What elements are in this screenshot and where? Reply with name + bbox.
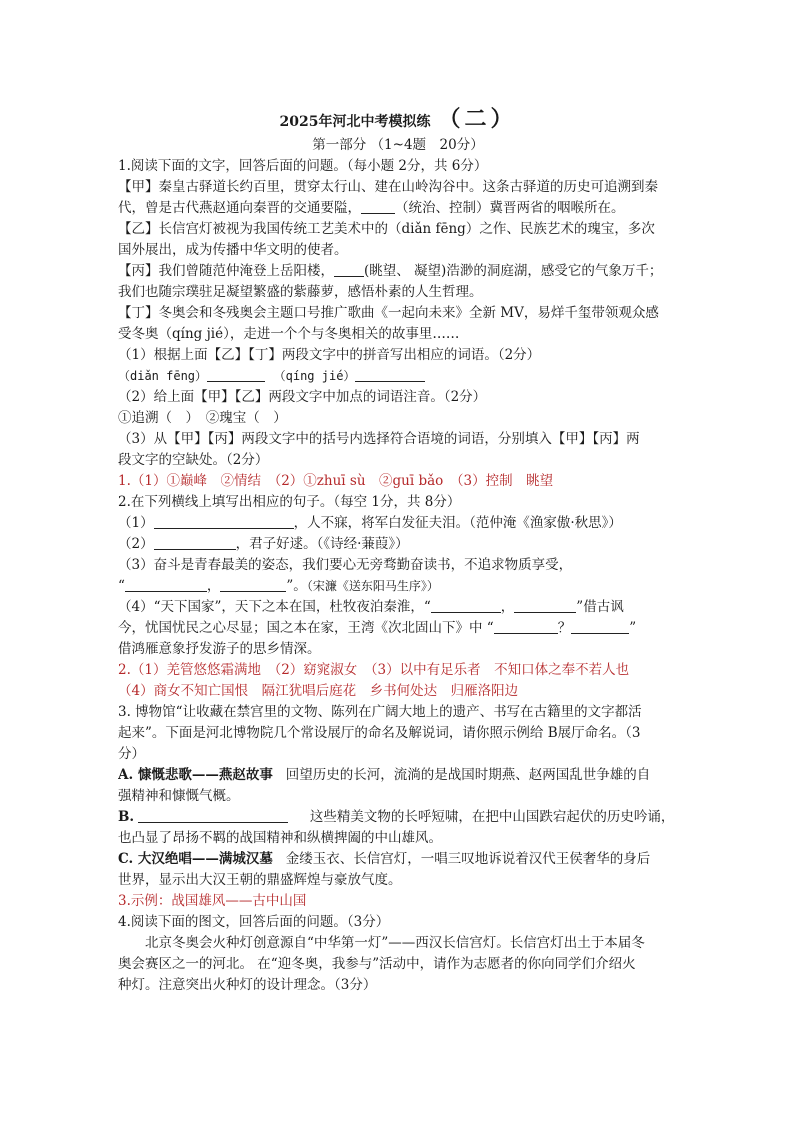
q3-option-b-line-1: B. 这些精美文物的长呼短啸，在把中山国跌宕起伏的历史吟诵， xyxy=(118,809,675,825)
q1-answer: 1.（1）①巅峰 ②情结 （2）①zhuī sù ②guī bǎo （3）控制 眺望 xyxy=(118,473,554,489)
q1-bing-line-1: 【丙】我们曾随范仲淹登上岳阳楼， (眺望、 凝望)浩渺的洞庭湖，感受它的气象万千； xyxy=(118,263,663,279)
q1-jia-line-1: 【甲】秦皇古驿道长约百里，贯穿太行山、建在山岭沟谷中。这条古驿道的历史可追溯到秦 xyxy=(118,179,658,195)
q2-item-4-line-3: 借鸿雁意象抒发游子的思乡情深。 xyxy=(118,641,321,657)
q2-item-2: （2） ，君子好逑。（《诗经·蒹葭》） xyxy=(118,536,409,552)
q1-jia-line-2: 代，曾是古代燕赵通向秦晋的交通要隘， （统治、控制）冀晋两省的咽喉所在。 xyxy=(118,200,625,216)
q3-answer: 3.示例：战国雄风——古中山国 xyxy=(118,893,307,909)
q1-ding-line-2: 受冬奥（qíng jié），走进一个个与冬奥相关的故事里…… xyxy=(118,326,460,342)
q2-blank-1[interactable] xyxy=(154,514,294,529)
question-3 xyxy=(118,702,678,912)
q2-blank-3b[interactable] xyxy=(220,577,286,592)
section-subtitle: 第一部分 （1~4题 20分） xyxy=(312,137,484,153)
q3-b-blank[interactable] xyxy=(138,808,288,823)
q2-blank-2[interactable] xyxy=(154,535,236,550)
q2-answer-line-1: 2.（1）羌管悠悠霜满地 （2）窈窕淑女 （3）以中有足乐者 不知口体之奉不若人也 xyxy=(118,662,630,678)
q1-yi-line-1: 【乙】长信宫灯被视为我国传统工艺美术中的（diǎn fēng）之作、民族艺术的瑰宝，多次 xyxy=(118,221,655,237)
q2-stem: 2.在下列横线上填写出相应的句子。（每空 1分，共 8分） xyxy=(118,494,461,510)
q4-para-line-1: 北京冬奥会火种灯创意源自“中华第一灯”——西汉长信宫灯。长信宫灯出土于本届冬 xyxy=(145,935,645,951)
q1-sub1-blank-b[interactable] xyxy=(355,367,425,382)
page-title-suffix: （二） xyxy=(438,106,517,132)
q2-item-4-line-2: 今，忧国忧民之心尽显；国之本在家，王湾《次北固山下》中 “ ？ ” xyxy=(118,620,637,636)
q1-bing-blank[interactable] xyxy=(334,262,364,277)
q1-yi-line-2: 国外展出，成为传播中华文明的使者。 xyxy=(118,242,348,258)
q2-blank-4c[interactable] xyxy=(494,619,558,634)
q3-option-a-line-1: A. 慷慨悲歌——燕赵故事 回望历史的长河，流淌的是战国时期燕、赵两国乱世争雄的自 xyxy=(118,767,651,783)
q1-ding-line-1: 【丁】冬奥会和冬残奥会主题口号推广歌曲《一起向未来》全新 MV，易烊千玺带领观众感 xyxy=(118,305,659,321)
page-title: 2025年河北中考模拟练 （二） xyxy=(279,106,517,132)
q4-stem: 4.阅读下面的图文，回答后面的问题。（3分） xyxy=(118,914,390,930)
q2-answer-line-2: （4）商女不知亡国恨 隔江犹唱后庭花 乡书何处达 归雁洛阳边 xyxy=(118,683,519,699)
q2-item-4-line-1: （4）“天下国家”，天下之本在国，杜牧夜泊秦淮，“ ， ”借古讽 xyxy=(118,599,624,615)
q1-sub-2-items: ①追溯（ ） ②瑰宝（ ） xyxy=(118,410,287,426)
q1-sub1-blank-a[interactable] xyxy=(207,367,265,382)
q4-para-line-3: 种灯。注意突出火种灯的设计理念。（3分） xyxy=(118,977,377,993)
q3-option-c-line-2: 世界，显示出大汉王朝的鼎盛辉煌与豪放气度。 xyxy=(118,872,402,888)
q3-stem-line-2: 起来”。下面是河北博物院几个常设展厅的命名及解说词，请你照示例给 B展厅命名。（3 xyxy=(118,725,641,741)
q3-stem-line-3: 分） xyxy=(118,746,145,762)
q1-sub-3-line-2: 段文字的空缺处。（2分） xyxy=(118,452,269,468)
q1-stem: 1.阅读下面的文字，回答后面的问题。（每小题 2分，共 6分） xyxy=(118,158,488,174)
q2-blank-4a[interactable] xyxy=(431,598,501,613)
q2-blank-4b[interactable] xyxy=(514,598,576,613)
q1-sub-3-line-1: （3）从【甲】【丙】两段文字中的括号内选择符合语境的词语，分别填入【甲】【丙】两 xyxy=(118,431,640,447)
q3-option-a-line-2: 强精神和慷慨气概。 xyxy=(118,788,240,804)
q3-option-c-line-1: C. 大汉绝唱——满城汉墓 金缕玉衣、长信宫灯，一唱三叹地诉说着汉代王侯奢华的身后 xyxy=(118,851,651,867)
q1-sub-2: （2）给上面【甲】【乙】两段文字中加点的词语注音。（2分） xyxy=(118,389,487,405)
q2-blank-4d[interactable] xyxy=(571,619,629,634)
question-4 xyxy=(118,912,678,996)
question-1 xyxy=(118,156,678,492)
q2-item-3-line-2: “ ， ”。（宋濂《送东阳马生序》） xyxy=(118,578,439,594)
q1-sub-1-blanks: （diǎn fēng） （qíng jié） xyxy=(118,366,678,387)
q2-item-3-line-1: （3）奋斗是青春最美的姿态，我们要心无旁骛勤奋读书，不追求物质享受， xyxy=(118,557,573,573)
q1-bing-line-2: 我们也随宗璞驻足凝望繁盛的紫藤萝，感悟朴素的人生哲理。 xyxy=(118,284,483,300)
question-2 xyxy=(118,492,678,702)
exam-page xyxy=(118,104,678,996)
q2-item-1: （1） ，人不寐，将军白发征夫泪。（范仲淹《渔家傲·秋思》） xyxy=(118,515,622,531)
q3-stem-line-1: 3. 博物馆“让收藏在禁宫里的文物、陈列在广阔大地上的遗产、书写在古籍里的文字都活 xyxy=(118,704,642,720)
q3-option-b-line-2: 也凸显了昂扬不羁的战国精神和纵横捭阖的中山雄风。 xyxy=(118,830,442,846)
q2-blank-3a[interactable] xyxy=(125,577,207,592)
q1-sub-1: （1）根据上面【乙】【丁】两段文字中的拼音写出相应的词语。（2分） xyxy=(118,347,541,363)
q4-para-line-2: 奥会赛区之一的河北。 在“迎冬奥，我参与”活动中，请作为志愿者的你向同学们介绍火 xyxy=(118,956,636,972)
q1-jia-blank[interactable] xyxy=(361,199,395,214)
